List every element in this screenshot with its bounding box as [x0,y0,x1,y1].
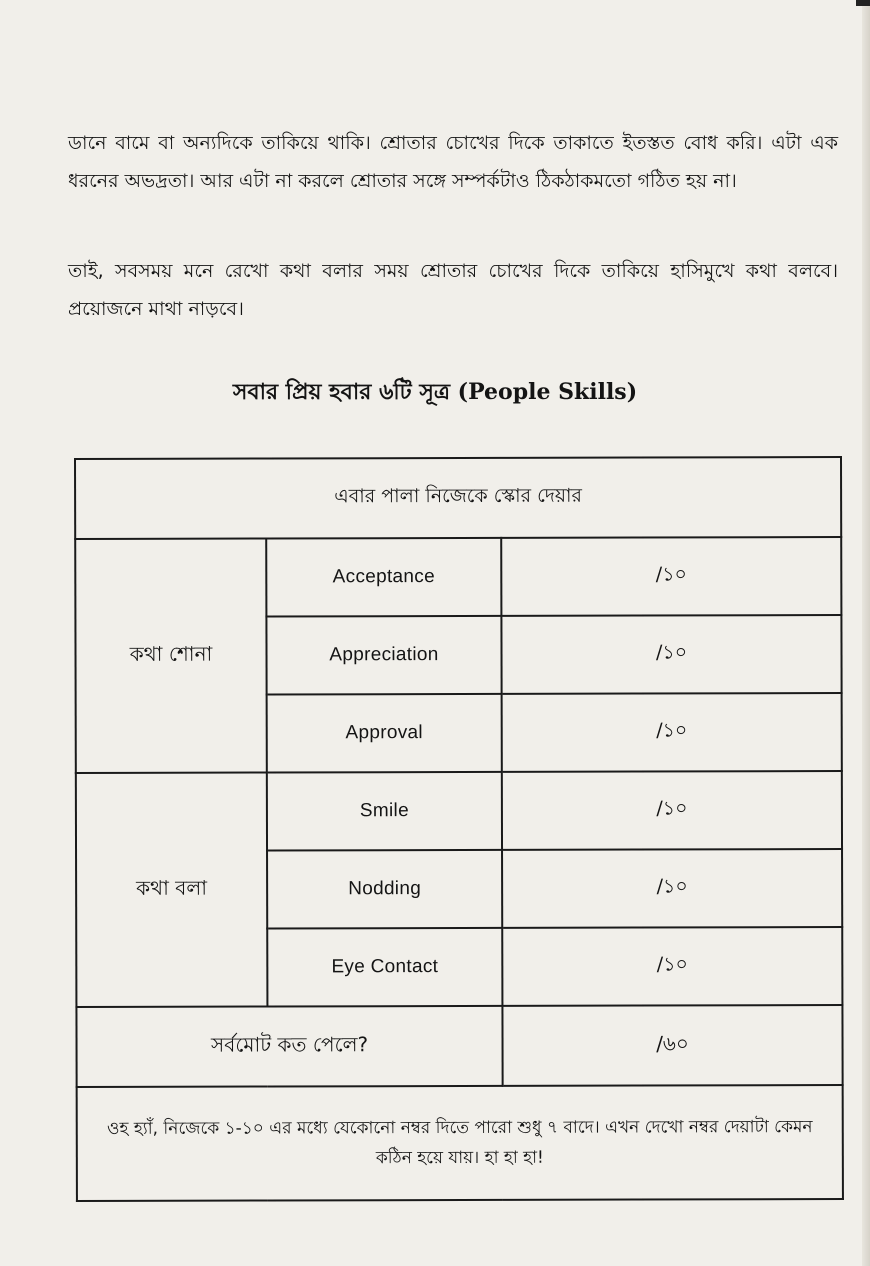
skill-label-appreciation: Appreciation [266,616,501,695]
note-row [77,1085,843,1201]
score-cell: /১০ [502,693,842,772]
body-paragraph-2: তাই, সবসময় মনে রেখো কথা বলার সময় শ্রোতার চোখের দিকে তাকিয়ে হাসিমুখে কথা বলবে। প্রয়োজনে মাথা নাড়বে। [68,260,838,320]
scan-mark [856,0,870,6]
page-edge [862,0,870,1266]
score-cell: /১০ [501,537,841,616]
score-cell: /১০ [501,615,841,694]
group-label-listening: কথা শোনা [75,538,267,772]
group-label-speaking: কথা বলা [76,772,268,1006]
table-heading-row [75,457,841,539]
score-cell: /১০ [502,927,842,1006]
score-table [74,456,844,1202]
skill-label-approval: Approval [267,694,502,773]
section-title: সবার প্রিয় হবার ৬টি সূত্র (People Skills) [232,379,638,405]
skill-label-acceptance: Acceptance [266,538,501,617]
total-label: সর্বমোট কত পেলে? [76,1006,502,1087]
skill-label-eye-contact: Eye Contact [267,928,502,1007]
table-heading: এবার পালা নিজেকে স্কোর দেয়ার [75,457,841,539]
skill-label-smile: Smile [267,772,502,851]
skill-label-nodding: Nodding [267,850,502,929]
total-row [76,1005,842,1087]
table-row [76,771,842,851]
body-paragraph-1: ডানে বামে বা অন্যদিকে তাকিয়ে থাকি। শ্রোতার চোখের দিকে তাকাতে ইতস্তত বোধ করি। এটা এক ধরনের অভদ্রতা। আর এটা না করলে শ্রোতার সঙ্গে সম্পর্কটাও ঠিকঠাকমতো গঠিত হয় না। [68,132,838,192]
table-row [75,537,841,617]
table-note: ওহ হ্যাঁ, নিজেকে ১-১০ এর মধ্যে যেকোনো নম্বর দিতে পারো শুধু ৭ বাদে। এখন দেখো নম্বর দেয়াটা কেমন কঠিন হয়ে যায়। হা হা হা! [77,1085,843,1201]
score-cell: /১০ [502,771,842,850]
score-cell: /১০ [502,849,842,928]
total-score: /৬০ [502,1005,842,1086]
